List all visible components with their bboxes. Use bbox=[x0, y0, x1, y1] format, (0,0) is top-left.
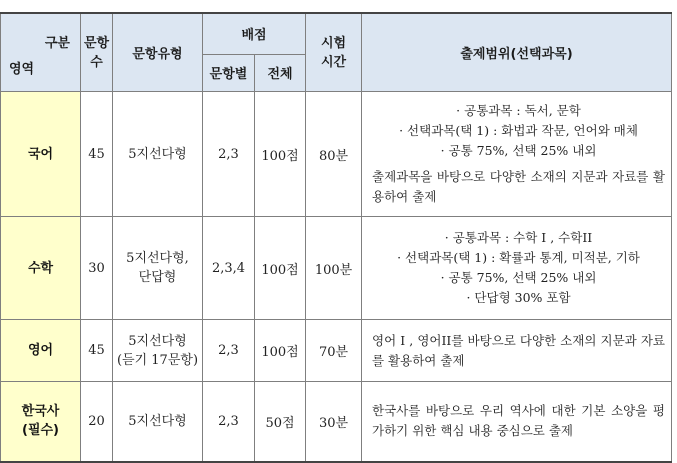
per-question-cell: 2,3 bbox=[203, 320, 255, 382]
time-cell: 80분 bbox=[306, 92, 362, 217]
header-yeongyeok: 영역 bbox=[9, 62, 35, 77]
header-scope: 출제범위(선택과목) bbox=[362, 13, 672, 92]
scope-bullet: · 선택과목(택 1) : 화법과 작문, 언어와 매체 bbox=[399, 123, 638, 138]
scope-bullet: · 공통과목 : 수학 I , 수학II bbox=[444, 230, 593, 245]
total-cell: 100점 bbox=[255, 217, 306, 320]
count-cell: 30 bbox=[81, 217, 113, 320]
scope-bullet: · 공통과목 : 독서, 문학 bbox=[456, 103, 581, 118]
header-diagonal-cell bbox=[1, 13, 81, 92]
total-cell: 50점 bbox=[255, 382, 306, 462]
scope-cell bbox=[362, 92, 672, 217]
per-question-cell: 2,3,4 bbox=[203, 217, 255, 320]
subject-cell: 한국사 (필수) bbox=[1, 382, 81, 462]
header-per-question: 문항별 bbox=[203, 54, 255, 91]
subject-cell: 수학 bbox=[1, 217, 81, 320]
subject-cell: 국어 bbox=[1, 92, 81, 217]
table-row bbox=[1, 382, 672, 462]
scope-paragraph: 영어 I , 영어II를 바탕으로 다양한 소재의 지문과 자료를 활용하여 출제 bbox=[372, 332, 665, 368]
header-total: 전체 bbox=[255, 54, 306, 91]
scope-cell bbox=[362, 382, 672, 462]
time-cell: 100분 bbox=[306, 217, 362, 320]
scope-cell bbox=[362, 217, 672, 320]
scope-cell bbox=[362, 320, 672, 382]
scope-bullet: · 선택과목(택 1) : 확률과 통계, 미적분, 기하 bbox=[397, 250, 640, 265]
scope-bullet: · 단답형 30% 포함 bbox=[466, 290, 571, 305]
type-cell: 5지선다형, 단답형 bbox=[113, 217, 203, 320]
header-score: 배점 bbox=[203, 13, 306, 54]
total-cell: 100점 bbox=[255, 320, 306, 382]
table-row bbox=[1, 92, 672, 217]
type-cell: 5지선다형 bbox=[113, 92, 203, 217]
time-cell: 70분 bbox=[306, 320, 362, 382]
table-row bbox=[1, 217, 672, 320]
table-body bbox=[1, 92, 672, 462]
header-gubun: 구분 bbox=[44, 36, 70, 51]
table-row bbox=[1, 320, 672, 382]
header-question-count: 문항 수 bbox=[81, 13, 113, 92]
per-question-cell: 2,3 bbox=[203, 92, 255, 217]
type-cell: 5지선다형 (듣기 17문항) bbox=[113, 320, 203, 382]
total-cell: 100점 bbox=[255, 92, 306, 217]
scope-bullet: · 공통 75%, 선택 25% 내외 bbox=[440, 143, 597, 158]
scope-paragraph: 한국사를 바탕으로 우리 역사에 대한 기본 소양을 평가하기 위한 핵심 내용 중심으로 출제 bbox=[372, 403, 665, 439]
per-question-cell: 2,3 bbox=[203, 382, 255, 462]
scope-bullet: · 공통 75%, 선택 25% 내외 bbox=[440, 270, 597, 285]
type-cell: 5지선다형 bbox=[113, 382, 203, 462]
subject-cell: 영어 bbox=[1, 320, 81, 382]
count-cell: 20 bbox=[81, 382, 113, 462]
header-question-type: 문항유형 bbox=[113, 13, 203, 92]
header-row bbox=[1, 13, 672, 54]
scope-paragraph: 출제과목을 바탕으로 다양한 소재의 지문과 자료를 활용하여 출제 bbox=[372, 169, 665, 204]
count-cell: 45 bbox=[81, 92, 113, 217]
exam-scope-table bbox=[0, 12, 672, 463]
count-cell: 45 bbox=[81, 320, 113, 382]
time-cell: 30분 bbox=[306, 382, 362, 462]
header-exam-time: 시험 시간 bbox=[306, 13, 362, 92]
